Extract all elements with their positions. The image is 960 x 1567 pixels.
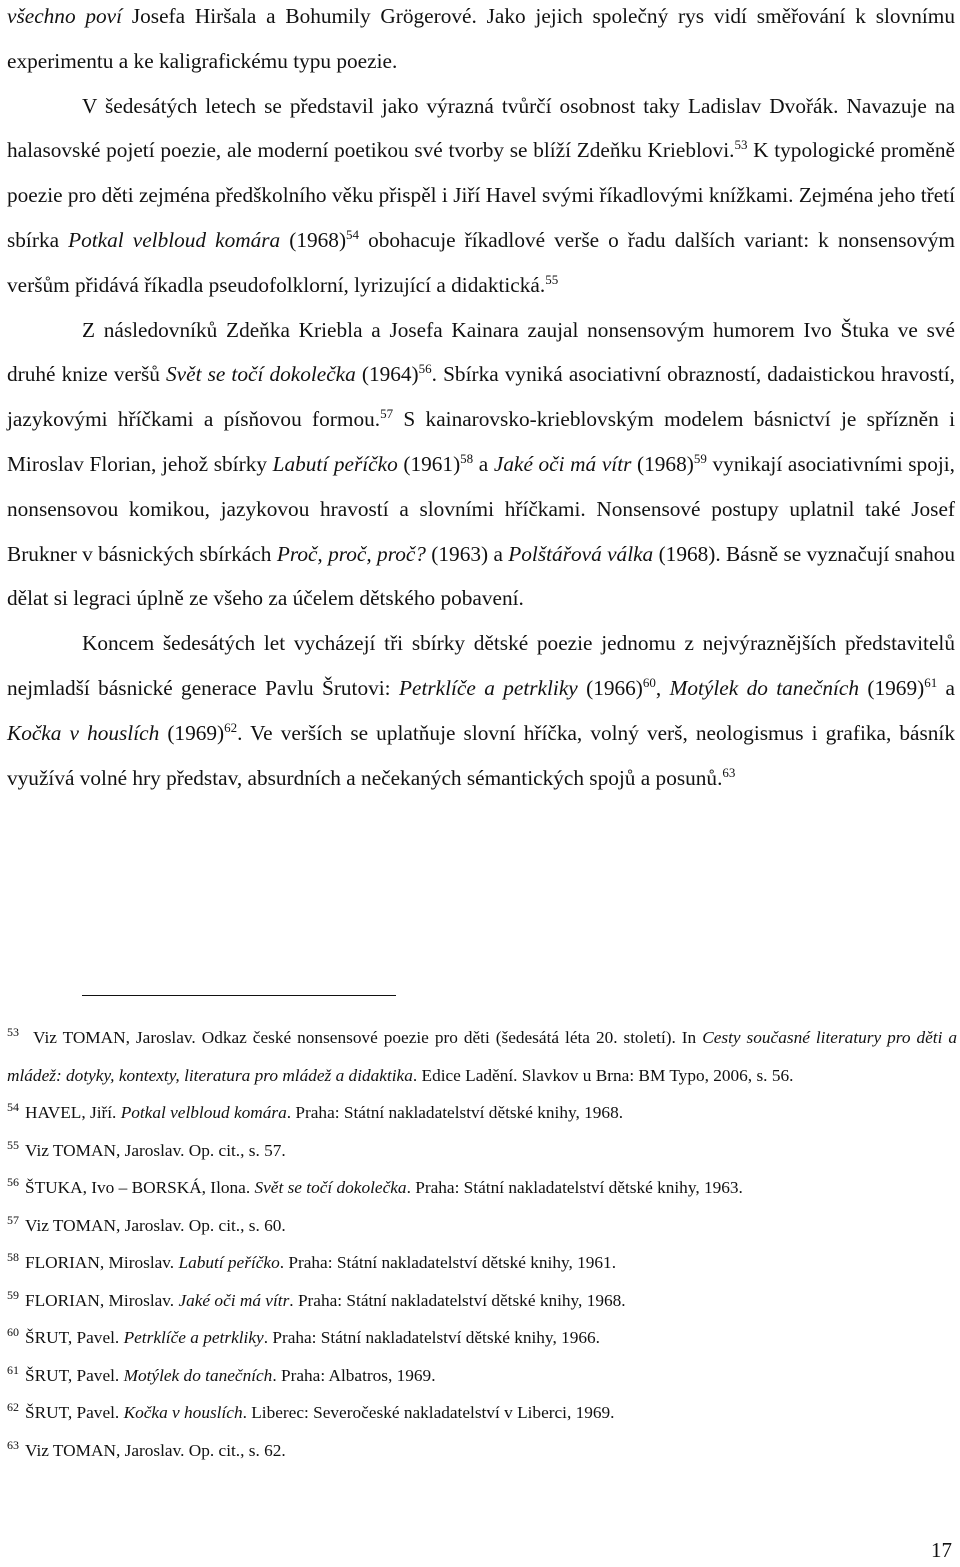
italic-title: Motýlek do tanečních [669,675,860,700]
text-run: S kainarovsko-krieblovským modelem básnictví je spřízněn i Miroslav Florian, jehož sbírky [7,407,956,476]
italic-title: Jaké oči má vítr [493,451,632,476]
footnote [7,1282,957,1320]
text-run: a [473,451,494,476]
footnote [7,1207,957,1245]
footnote-separator [82,995,396,996]
text-run: a [937,675,956,700]
footnote-ref: 58 [460,451,474,467]
text-run: (1969) [859,675,925,700]
footnote-number: 56 [7,1175,19,1190]
footnote [7,1132,957,1170]
footnote-ref: 53 [734,137,748,153]
italic-title: Kočka v houslích [7,720,160,745]
footnote [7,1319,957,1357]
footnote-number: 57 [7,1212,19,1227]
italic-title: Petrklíče a petrkliky [398,675,578,700]
footnote-ref: 54 [346,227,360,243]
footnote-ref: 62 [224,719,238,735]
text-run: . Praha: Státní nakladatelství dětské knihy, 1961. [279,1253,617,1272]
footnotes [7,1019,957,1469]
text-run: . Praha: Státní nakladatelství dětské knihy, 1968. [286,1103,624,1122]
text-run: . Praha: Státní nakladatelství dětské knihy, 1963. [406,1178,743,1197]
footnote-ref: 57 [380,406,394,422]
footnote-ref: 59 [693,451,707,467]
text-run: K typologické proměně poezie pro děti zejména předškolního věku přispěl i Jiří Havel svými říkadlovými knížkami. Zejména jeho třetí sbírka [7,138,955,252]
footnote-ref: 63 [722,764,736,780]
footnote-number: 55 [7,1137,19,1152]
footnote [7,1394,957,1432]
footnote [7,1244,957,1282]
italic-title: Kočka v houslích [123,1403,243,1422]
text-run: ŠRUT, Pavel. [25,1403,124,1422]
italic-title: Petrklíče a petrkliky [123,1328,264,1347]
text-run: ŠRUT, Pavel. [25,1328,124,1347]
text-run: (1968) [631,451,694,476]
paragraph [7,84,955,308]
paragraph [7,0,955,84]
text-run: . Ve verších se uplatňuje slovní hříčka, volný verš, neologismus i grafika, básník využívá volné hry představ, absurdních a nečekaných sémantických spojů a posunů. [7,720,955,790]
footnote-number: 62 [7,1400,19,1415]
italic-title: Potkal velbloud komára [68,227,281,252]
italic-title: Cesty současné literatury pro děti a mládež: dotyky, kontexty, literatura pro mládež a didaktika [7,1028,958,1085]
italic-title: Svět se točí dokolečka [254,1178,407,1197]
footnote-number: 59 [7,1287,19,1302]
text-run: . Liberec: Severočeské nakladatelství v Liberci, 1969. [242,1403,615,1422]
footnote [7,1094,957,1132]
text-run: (1961) [397,451,461,476]
text-run: Josefa Hiršala a Bohumily Grögerové. Jako jejich společný rys vidí směřování k slovnímu experimentu a ke kaligrafickému typu poezie. [7,4,955,73]
text-run: ŠTUKA, Ivo – BORSKÁ, Ilona. [25,1178,255,1197]
text-run: ŠRUT, Pavel. [25,1365,124,1385]
text-run: (1966) [577,675,643,700]
footnote-number: 58 [7,1250,19,1265]
paragraph [7,621,955,800]
footnote-number: 63 [7,1437,19,1452]
text-run: . Praha: Státní nakladatelství dětské knihy, 1968. [289,1290,626,1310]
text-run: (1968). Básně se vyznačují snahou dělat si legraci úplně ze všeho za účelem dětského pobavení. [7,541,956,611]
text-run: FLORIAN, Miroslav. [25,1253,179,1272]
text-run: vynikají asociativními spoji, nonsensovou komikou, jazykovou hravostí a slovními hříčkami. Nonsensové postupy uplatnil také Josef Brukner v básnických sbírkách [7,451,955,566]
footnote-number: 61 [7,1362,19,1377]
text-run: HAVEL, Jiří. [25,1103,121,1122]
body-text [7,0,955,800]
paragraph [7,308,955,622]
footnote-ref: 60 [642,675,656,691]
italic-title: Labutí peříčko [272,451,398,476]
text-run: . Praha: Albatros, 1969. [272,1365,436,1385]
footnote-ref: 55 [545,271,559,287]
text-run: (1964) [355,362,419,387]
page-number: 17 [931,1538,952,1562]
footnote [7,1169,957,1207]
text-run: (1968) [280,227,347,252]
italic-title: Polštářová válka [508,541,654,566]
footnote-ref: 56 [418,361,432,377]
italic-title: Jaké oči má vítr [178,1290,290,1310]
italic-title: Svět se točí dokolečka [166,362,356,387]
italic-title: všechno poví [7,4,123,28]
footnote [7,1432,957,1470]
text-run: FLORIAN, Miroslav. [25,1290,179,1310]
text-run: . Praha: Státní nakladatelství dětské knihy, 1966. [263,1328,600,1347]
text-run: (1963) a [425,541,509,566]
footnote [7,1019,957,1094]
footnote [7,1357,957,1395]
footnote-number: 60 [7,1325,19,1340]
italic-title: Motýlek do tanečních [123,1365,273,1385]
text-run: Viz TOMAN, Jaroslav. Op. cit., s. 62. [25,1440,286,1460]
text-run: Viz TOMAN, Jaroslav. Op. cit., s. 57. [25,1140,286,1160]
italic-title: Potkal velbloud komára [120,1103,287,1122]
text-run: (1969) [159,720,225,745]
text-run: Viz TOMAN, Jaroslav. Op. cit., s. 60. [25,1215,286,1235]
footnote-number: 53 [7,1025,19,1040]
text-run: . Sbírka vyniká asociativní obrazností, dadaistickou hravostí, jazykovými hříčkami a písňovou formou. [7,362,955,432]
footnote-ref: 61 [924,675,938,691]
italic-title: Proč, proč, proč? [276,541,426,566]
footnote-number: 54 [7,1100,19,1115]
text-run: . Edice Ladění. Slavkov u Brna: BM Typo, 2006, s. 56. [412,1065,794,1085]
text-run: obohacuje říkadlové verše o řadu dalších variant: k nonsensovým veršům přidává říkadla pseudofolklorní, lyrizující a didaktická. [7,227,955,297]
text-run: Koncem šedesátých let vycházejí tři sbírky dětské poezie jednomu z nejvýraznějších představitelů nejmladší básnické generace Pavlu Šrutovi: [7,631,955,700]
text-run: Viz TOMAN, Jaroslav. Odkaz české nonsensové poezie pro děti (šedesátá léta 20. století). In [33,1028,703,1047]
text-run: Z následovníků Zdeňka Kriebla a Josefa Kainara zaujal nonsensovým humorem Ivo Štuka ve své druhé knize veršů [7,317,955,387]
text-run: V šedesátých letech se představil jako výrazná tvůrčí osobnost taky Ladislav Dvořák. Navazuje na halasovské pojetí poezie, ale moderní poetikou své tvorby se blíží Zdeňku Krieblovi. [7,93,955,163]
text-run: , [655,675,670,700]
italic-title: Labutí peříčko [178,1253,280,1272]
